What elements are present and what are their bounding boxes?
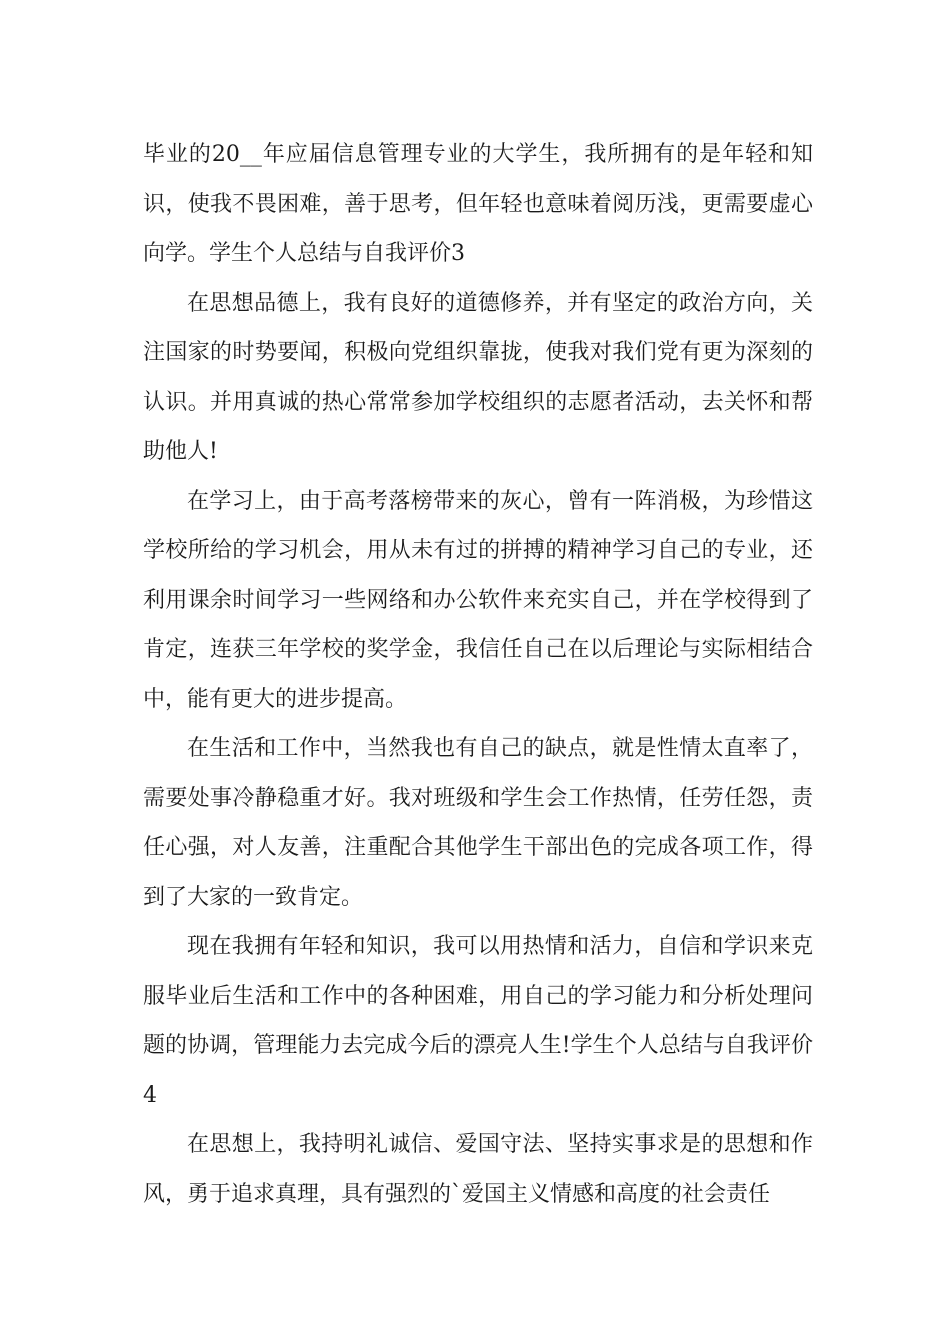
paragraph-continuation: 毕业的20__年应届信息管理专业的大学生，我所拥有的是年轻和知识，使我不畏困难，善于思考，但年轻也意味着阅历浅，更需要虚心向学。学生个人总结与自我评价3 (143, 142, 813, 266)
paragraph-ideology: 在思想上，我持明礼诚信、爱国守法、坚持实事求是的思想和作风，勇于追求真理，具有强烈的`爱国主义情感和高度的社会责任 (143, 1132, 813, 1207)
paragraph-life-and-work: 在生活和工作中，当然我也有自己的缺点，就是性情太直率了，需要处事冷静稳重才好。我对班级和学生会工作热情，任劳任怨，责任心强，对人友善，注重配合其他学生干部出色的完成各项工作，得到了大家的一致肯定。 (143, 736, 813, 910)
paragraph-study: 在学习上，由于高考落榜带来的灰心，曾有一阵消极，为珍惜这学校所给的学习机会，用从未有过的拼搏的精神学习自己的专业，还利用课余时间学习一些网络和办公软件来充实自己，并在学校得到了肯定，连获三年学校的奖学金，我信任自己在以后理论与实际相结合中，能有更大的进步提高。 (143, 488, 813, 712)
paragraph-moral-character: 在思想品德上，我有良好的道德修养，并有坚定的政治方向，关注国家的时势要闻，积极向党组织靠拢，使我对我们党有更为深刻的认识。并用真诚的热心常常参加学校组织的志愿者活动，去关怀和帮助他人! (143, 290, 813, 464)
document-body (143, 130, 813, 1219)
paragraph-outlook: 现在我拥有年轻和知识，我可以用热情和活力，自信和学识来克服毕业后生活和工作中的各种困难，用自己的学习能力和分析处理问题的协调，管理能力去完成今后的漂亮人生!学生个人总结与自我评价4 (143, 934, 813, 1108)
